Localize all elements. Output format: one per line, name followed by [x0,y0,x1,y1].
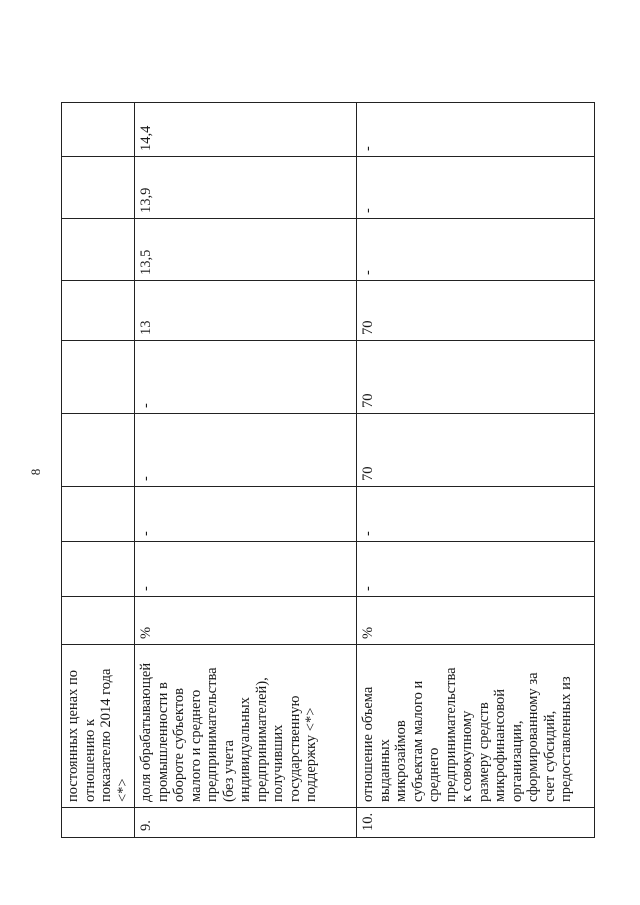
value-cell: - [357,487,595,542]
value-cell: 13,9 [135,157,357,219]
value-cell: 14,4 [135,103,357,157]
value-cell [62,414,135,487]
indicator-description: отношение объема выданных микрозаймов субъектам малого и среднего предпринимательства к совокупному размеру средств микрофинансовой организации, сформированному за счет субсидий, предоставленных из [357,645,595,808]
value-cell [62,487,135,542]
value-cell: - [135,414,357,487]
page-number: 8 [28,468,43,476]
value-cell: - [357,542,595,597]
value-cell [62,542,135,597]
value-cell: - [357,219,595,281]
table-row [357,103,595,838]
value-cell [62,219,135,281]
value-cell: 13,5 [135,219,357,281]
value-cell [62,157,135,219]
value-cell: 70 [357,414,595,487]
row-number [62,808,135,838]
unit-cell [62,597,135,645]
table-row [62,103,135,838]
row-number: 9. [135,808,357,838]
table-row [135,103,357,838]
value-cell: 70 [357,341,595,414]
indicator-description: доля обрабатывающей промышленности в обороте субъектов малого и среднего предпринимательства (без учета индивидуальных предпринимателей), получивших государственную поддержку <*> [135,645,357,808]
value-cell: - [357,157,595,219]
value-cell: 13 [135,281,357,341]
indicators-table [61,102,595,838]
value-cell: - [135,542,357,597]
row-number: 10. [357,808,595,838]
indicator-description: постоянных ценах по отношению к показателю 2014 года <*> [62,645,135,808]
value-cell: - [357,103,595,157]
value-cell [62,103,135,157]
value-cell: - [135,487,357,542]
rotated-table-container [61,103,581,838]
value-cell: - [135,341,357,414]
value-cell: 70 [357,281,595,341]
value-cell [62,341,135,414]
value-cell [62,281,135,341]
unit-cell: % [135,597,357,645]
unit-cell: % [357,597,595,645]
